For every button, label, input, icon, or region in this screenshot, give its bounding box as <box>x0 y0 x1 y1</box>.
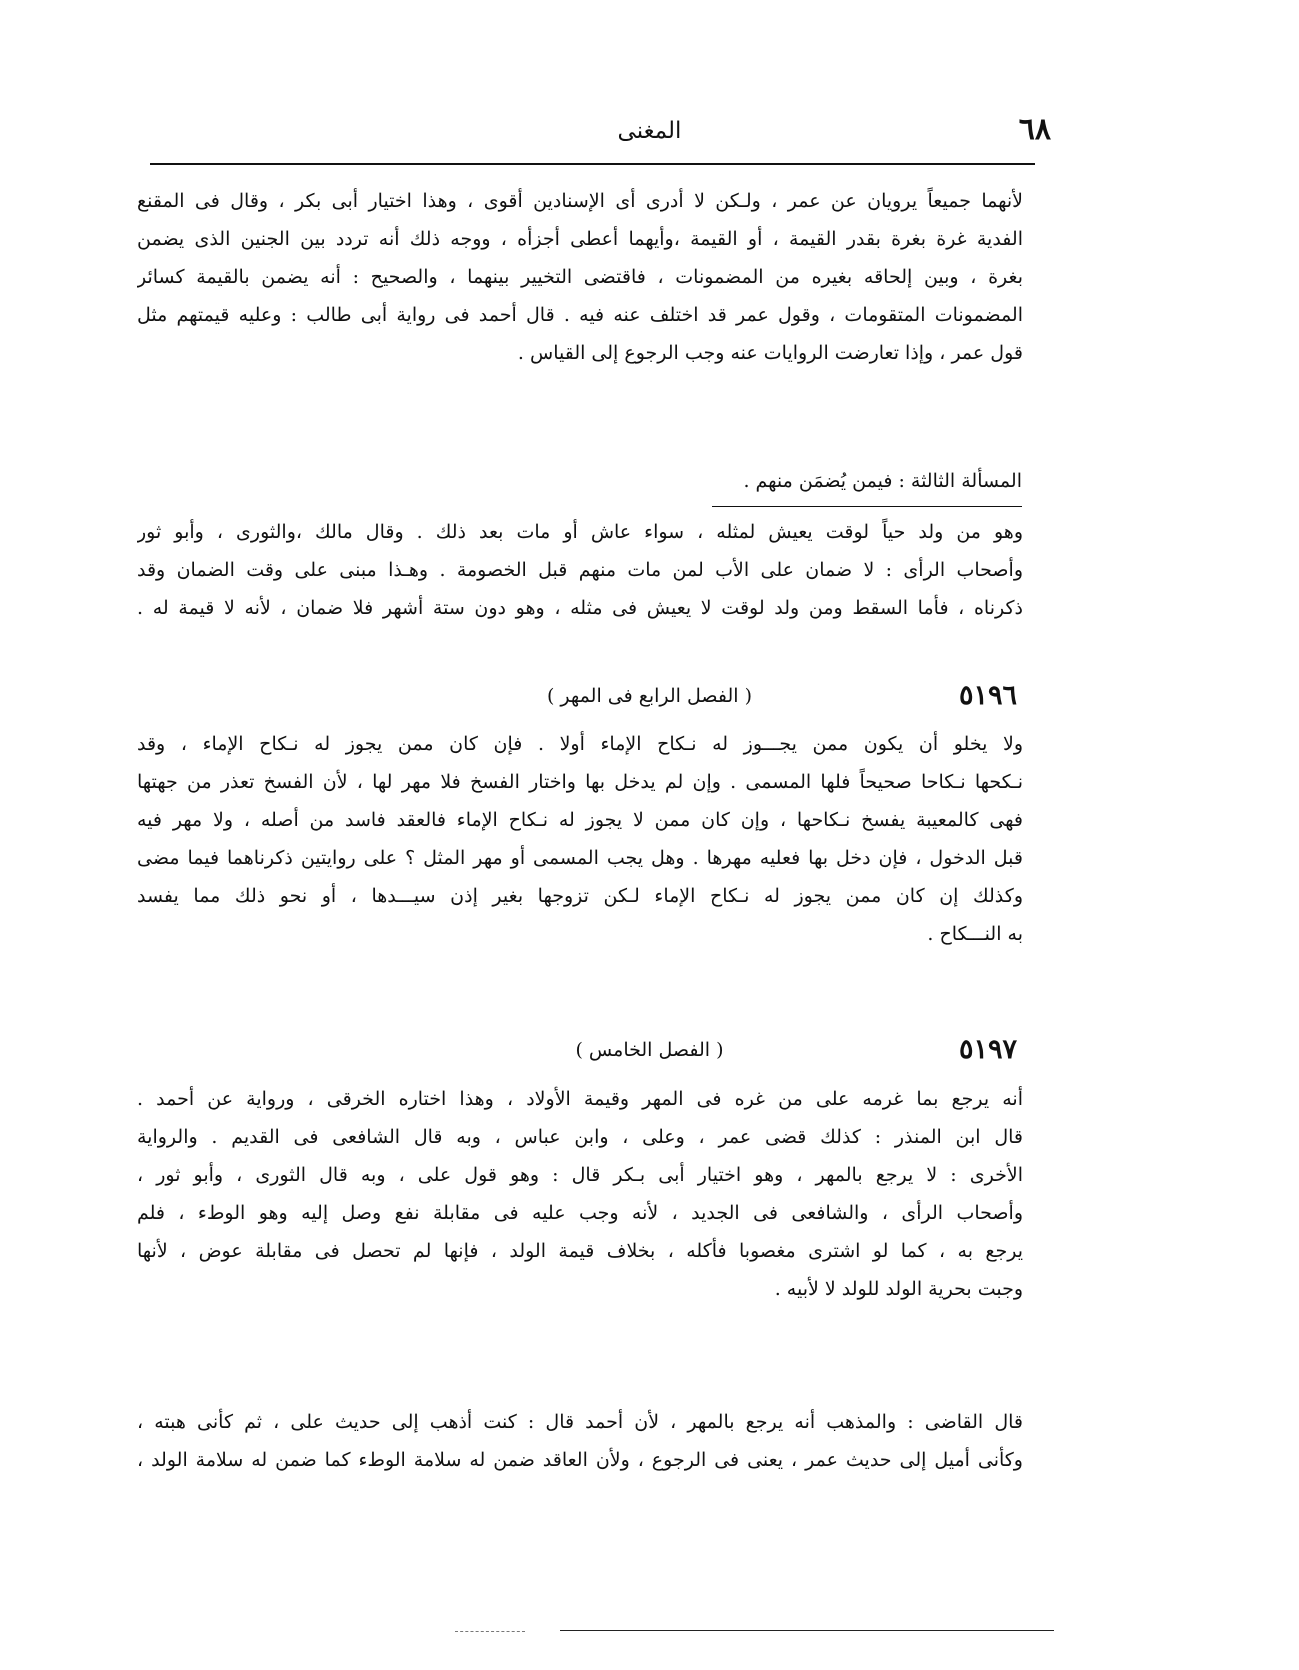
text-line: وكذلك إن كان ممن يجوز له نـكاح الإماء لـكن تزوجها بغير إذن سيـــدها ، أو نحو ذلك مما يفسد <box>137 885 1023 907</box>
subheading-rule <box>712 506 1022 507</box>
header-rule <box>150 163 1035 165</box>
paragraph-1 <box>137 182 1023 372</box>
text-line: وهو من ولد حياً لوقت يعيش لمثله ، سواء عاش أو مات بعد ذلك . وقال مالك ،والثورى ، وأبو ثور <box>137 521 1023 543</box>
text-line: الأخرى : لا يرجع بالمهر ، وهو اختيار أبى بـكر قال : وهو قول على ، وبه قال الثورى ، وأبو ثور ، <box>137 1164 1023 1186</box>
text-line: قول عمر ، وإذا تعارضت الروايات عنه وجب الرجوع إلى القياس . <box>517 342 1023 364</box>
text-line: وكأنى أميل إلى حديث عمر ، يعنى فى الرجوع ، ولأن العاقد ضمن له سلامة الوطء كما ضمن له سلامة الولد ، <box>137 1449 1023 1471</box>
running-header-title: المغنى <box>617 118 682 144</box>
text-line: فهى كالمعيبة يفسخ نـكاحها ، وإن كان ممن لا يجوز له نـكاح الإماء فالعقد فاسد من أصله ، ولا مهر فيه <box>137 809 1023 831</box>
paragraph-last <box>137 1403 1023 1479</box>
subheading: المسألة الثالثة : فيمن يُضمَن منهم . <box>743 470 1022 492</box>
text-line: ولا يخلو أن يكون ممن يجـــوز له نـكاح الإماء أولا . فإن كان ممن يجوز له نـكاح الإماء ، وقد <box>137 733 1023 755</box>
footer-rule <box>560 1630 1054 1631</box>
text-line: بغرة ، وبين إلحاقه بغيره من المضمونات ، فاقتضى التخيير بينهما ، والصحيح : أنه يضمن بالقيمة كسائر <box>137 266 1023 288</box>
text-line: قال القاضى : والمذهب أنه يرجع بالمهر ، لأن أحمد قال : كنت أذهب إلى حديث على ، ثم كأنى هبته ، <box>137 1411 1023 1433</box>
section-title: ( الفصل الخامس ) <box>575 1039 724 1061</box>
section-5-body <box>137 1080 1023 1308</box>
text-line: وأصحاب الرأى : لا ضمان على الأب لمن مات منهم قبل الخصومة . وهـذا مبنى على وقت الضمان وقد <box>137 559 1023 581</box>
text-line: به النـــكاح . <box>927 923 1023 945</box>
section-4-body <box>137 725 1023 953</box>
text-line: أنه يرجع بما غرمه على من غره فى المهر وقيمة الأولاد ، وهذا اختاره الخرقى ، ورواية عن أحمد . <box>137 1088 1023 1110</box>
paragraph-2 <box>137 513 1023 627</box>
text-line: وجبت بحرية الولد للولد لا لأبيه . <box>774 1278 1023 1300</box>
footer-rule-dashed <box>455 1631 525 1632</box>
section-title: ( الفصل الرابع فى المهر ) <box>546 685 752 707</box>
text-line: ذكرناه ، فأما السقط ومن ولد لوقت لا يعيش فى مثله ، وهو دون ستة أشهر فلا ضمان ، لأنه لا قيمة له . <box>137 597 1023 619</box>
page-number: ٦٨ <box>1018 112 1051 147</box>
section-number: ٥١٩٧ <box>958 1034 1017 1065</box>
text-line: لأنهما جميعاً يرويان عن عمر ، ولـكن لا أدرى أى الإسنادين أقوى ، وهذا اختيار أبى بكر ، وقال فى المقنع <box>137 190 1023 212</box>
text-line: وأصحاب الرأى ، والشافعى فى الجديد ، لأنه وجب عليه فى مقابلة نفع وصل إليه وهو الوطء ، فلم <box>137 1202 1023 1224</box>
text-line: الفدية غرة بغرة بقدر القيمة ، أو القيمة ،وأيهما أعطى أجزأه ، ووجه ذلك أنه تردد بين الجنين الذى يضمن <box>137 228 1023 250</box>
text-line: يرجع به ، كما لو اشترى مغصوبا فأكله ، بخلاف قيمة الولد ، فإنها لم تحصل فى مقابلة عوض ، لأنها <box>137 1240 1023 1262</box>
text-line: قال ابن المنذر : كذلك قضى عمر ، وعلى ، وابن عباس ، وبه قال الشافعى فى القديم . والرواية <box>137 1126 1023 1148</box>
text-line: المضمونات المتقومات ، وقول عمر قد اختلف عنه فيه . قال أحمد فى رواية أبى طالب : وعليه قيمتهم مثل <box>137 304 1023 326</box>
section-number: ٥١٩٦ <box>958 680 1017 711</box>
text-line: نـكحها نـكاحا صحيحاً فلها المسمى . وإن لم يدخل بها واختار الفسخ فلا مهر لها ، لأن الفسخ تعذر من جهتها <box>137 771 1023 793</box>
text-line: قبل الدخول ، فإن دخل بها فعليه مهرها . وهل يجب المسمى أو مهر المثل ؟ على روايتين ذكرناهما فيما مضى <box>137 847 1023 869</box>
